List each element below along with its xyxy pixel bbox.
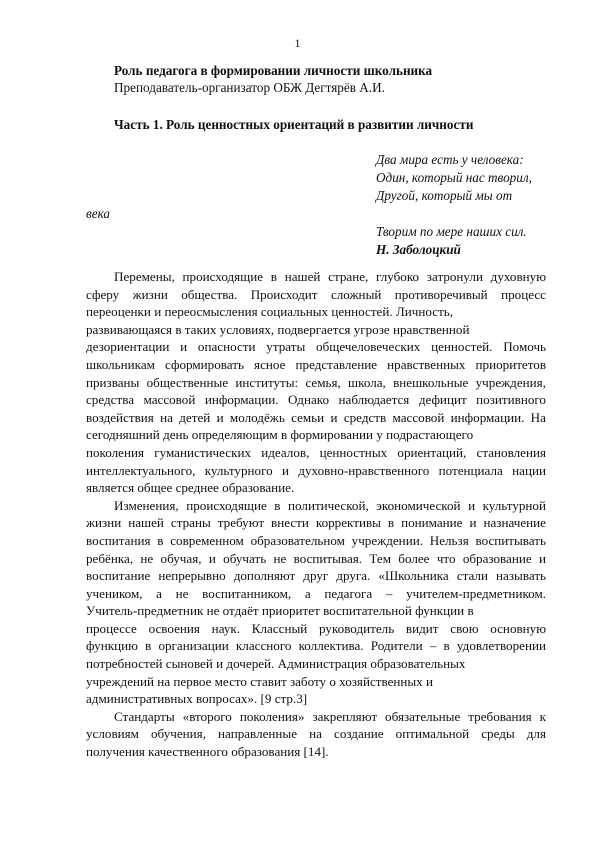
paragraph-line: Изменения, происходящие в политической, экономической и культурной <box>114 497 546 513</box>
section-heading: Часть 1. Роль ценностных ориентаций в развитии личности <box>114 117 474 132</box>
paragraph-line: воспитания в современном образовательном учреждении. Нельзя воспитывать <box>86 532 546 548</box>
paragraph-line: ребёнка, не обучая, и обучать не воспитывая. Тем более что образование и <box>86 550 547 566</box>
epigraph-line: века <box>86 206 111 221</box>
paragraph-line: административных вопросах». [9 стр.3] <box>86 691 308 707</box>
paragraph-line: Учитель-предметник не отдаёт приоритет воспитательной функции в <box>86 603 474 619</box>
epigraph <box>0 151 595 259</box>
paragraph-line: учеником, а не воспитанником, а педагога – учителем-предметником. <box>86 585 547 601</box>
paragraph-line: является общее среднее образование. <box>86 480 295 496</box>
body-text <box>86 268 546 761</box>
paragraph-line: функцию в организации классного коллектива. Родители – в удовлетворении <box>86 638 546 654</box>
document-author: Преподаватель-организатор ОБЖ Дегтярёв А.И. <box>114 80 385 95</box>
paragraph-line: условиям обучения, направленные на создание оптимальной среды для <box>86 726 546 742</box>
paragraph <box>86 268 546 497</box>
paragraph-line: призваны общественные институты: семья, школа, внешкольные учреждения, <box>86 374 546 390</box>
paragraph-line: учреждений на первое место ставит заботу о хозяйственных и <box>86 673 434 689</box>
paragraph-line: дезориентации и опасности утраты общечеловеческих ценностей. Помочь <box>86 339 547 355</box>
paragraph-line: сферу жизни общества. Происходит сложный противоречивый процесс <box>86 286 546 302</box>
paragraph-line: воздействия на детей и молодёжь семьи и средств массовой информации. На <box>86 409 546 425</box>
paragraph-line: школьникам сформировать ясное представление нравственных приоритетов <box>86 356 547 372</box>
paragraph-line: жизни нашей страны требуют внести коррективы в понимание и назначение <box>86 515 546 531</box>
document-title: Роль педагога в формировании личности школьника <box>114 63 433 78</box>
paragraph-line: воспитание непрерывно дополняют друг друга. «Школьника стали называть <box>86 568 547 584</box>
paragraph-line: средства массовой информации. Однако наблюдается дефицит позитивного <box>86 392 546 408</box>
paragraph <box>86 497 546 708</box>
paragraph-line: интеллектуального, культурного и духовно-нравственного потенциала нации <box>86 462 546 478</box>
paragraph-line: процессе освоения наук. Классный руководитель видит свою основную <box>86 620 547 636</box>
page-number: 1 <box>294 36 301 50</box>
epigraph-line: Творим по мере наших сил. <box>376 224 527 239</box>
epigraph-line: Другой, который мы от <box>376 188 513 203</box>
paragraph-line: поколения гуманистических идеалов, ценностных ориентаций, становления <box>86 444 546 460</box>
paragraph-line: сегодняшний день определяющим в формировании у подрастающего <box>86 427 474 443</box>
paragraph-line: переоценки и переосмысления социальных ценностей. Личность, <box>86 304 454 320</box>
epigraph-line: Два мира есть у человека: <box>376 152 524 167</box>
paragraph <box>86 708 546 761</box>
epigraph-author: Н. Заболоцкий <box>376 242 461 257</box>
paragraph-line: развивающаяся в таких условиях, подвергается угрозе нравственной <box>86 321 470 337</box>
paragraph-line: получения качественного образования [14]. <box>86 744 329 760</box>
paragraph-line: потребностей сыновей и дочерей. Администрация образовательных <box>86 656 466 672</box>
paragraph-line: Перемены, происходящие в нашей стране, глубоко затронули духовную <box>114 269 546 284</box>
epigraph-line: Один, который нас творил, <box>376 170 532 185</box>
paragraph-line: Стандарты «второго поколения» закрепляют обязательные требования к <box>114 708 546 724</box>
